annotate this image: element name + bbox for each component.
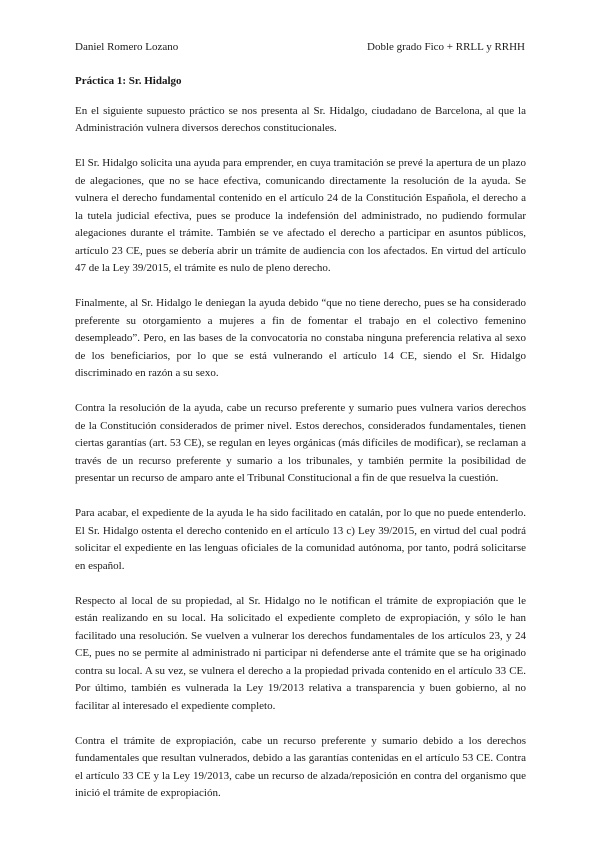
page-header — [75, 40, 525, 54]
paragraph-expropiacion: Respecto al local de su propiedad, al Sr. Hidalgo no le notifican el trámite de expropiación que le están realizando en su local. Ha solicitado el expediente completo de expropiación, y sólo le han facilitado una resolución. Se vuelven a vulnerar los derechos fundamentales de los artículos 23, y 24 CE, pues no se permite al administrado ni participar ni defenderse ante el trámite que se ha originado contra su local. A su vez, se vulnera el derecho a la propiedad privada contenido en el artículo 33 CE. Por último, también es vulnerada la Ley 19/2013 relativa a transparencia y buen gobierno, al no facilitar al interesado el expediente completo. — [75, 594, 526, 712]
paragraph-recurso-expropiacion: Contra el trámite de expropiación, cabe un recurso preferente y sumario debido a los derechos fundamentales que resultan vulnerados, debido a las garantías contenidas en el artículo 53 CE. Contra el artículo 33 CE y la Ley 19/2013, cabe un recurso de alzada/reposición en contra del organismo que inició el trámite de expropiación. — [75, 734, 526, 799]
document-body — [75, 73, 526, 820]
paragraph-denegacion: Finalmente, al Sr. Hidalgo le deniegan la ayuda debido “que no tiene derecho, pues se ha considerado preferente su otorgamiento a mujeres a fin de fomentar el trabajo en el colectivo femenino desempleado”. Pero, en las bases de la convocatoria no constaba ninguna preferencia relativa al sexo de los beneficiarios, por lo que se está vulnerando el artículo 14 CE, siendo el Sr. Hidalgo discriminado en razón a su sexo. — [75, 297, 526, 379]
header-author: Daniel Romero Lozano — [75, 41, 179, 53]
header-degree: Doble grado Fico + RRLL y RRHH — [367, 41, 525, 53]
paragraph-intro: En el siguiente supuesto práctico se nos presenta al Sr. Hidalgo, ciudadano de Barcelona, al que la Administración vulnera diversos derechos constitucionales. — [75, 104, 526, 134]
document-title: Práctica 1: Sr. Hidalgo — [75, 75, 182, 87]
paragraph-recurso-ayuda: Contra la resolución de la ayuda, cabe un recurso preferente y sumario pues vulnera varios derechos de la Constitución considerados de primer nivel. Estos derechos, considerados fundamentales, tienen ciertas garantías (art. 53 CE), se regulan en leyes orgánicas (más difíciles de modificar), se reclaman a través de un recurso preferente y sumario a los tribunales, y también permite la posibilidad de presentar un recurso de amparo ante el Tribunal Constitucional a fin de que resuelva la cuestión. — [75, 402, 526, 484]
paragraph-idioma: Para acabar, el expediente de la ayuda le ha sido facilitado en catalán, por lo que no puede entenderlo. El Sr. Hidalgo ostenta el derecho contenido en el artículo 13 c) Ley 39/2015, en virtud del cual podrá solicitar el expediente en las lenguas oficiales de la comunidad autónoma, por tanto, podrá solicitarse en español. — [75, 507, 526, 572]
paragraph-ayuda: El Sr. Hidalgo solicita una ayuda para emprender, en cuya tramitación se prevé la apertura de un plazo de alegaciones, que no se hace efectiva, comunicando directamente la resolución de la ayuda. Se vulnera el derecho fundamental contenido en el artículo 24 de la Constitución Española, el derecho a la tutela judicial efectiva, pues se produce la indefensión del administrado, no pudiendo formular alegaciones durante el trámite. También se ve afectado el derecho a participar en asuntos públicos, artículo 23 CE, pues se debería abrir un trámite de audiencia con los afectados. En virtud del artículo 47 de la Ley 39/2015, el trámite es nulo de pleno derecho. — [75, 157, 526, 274]
